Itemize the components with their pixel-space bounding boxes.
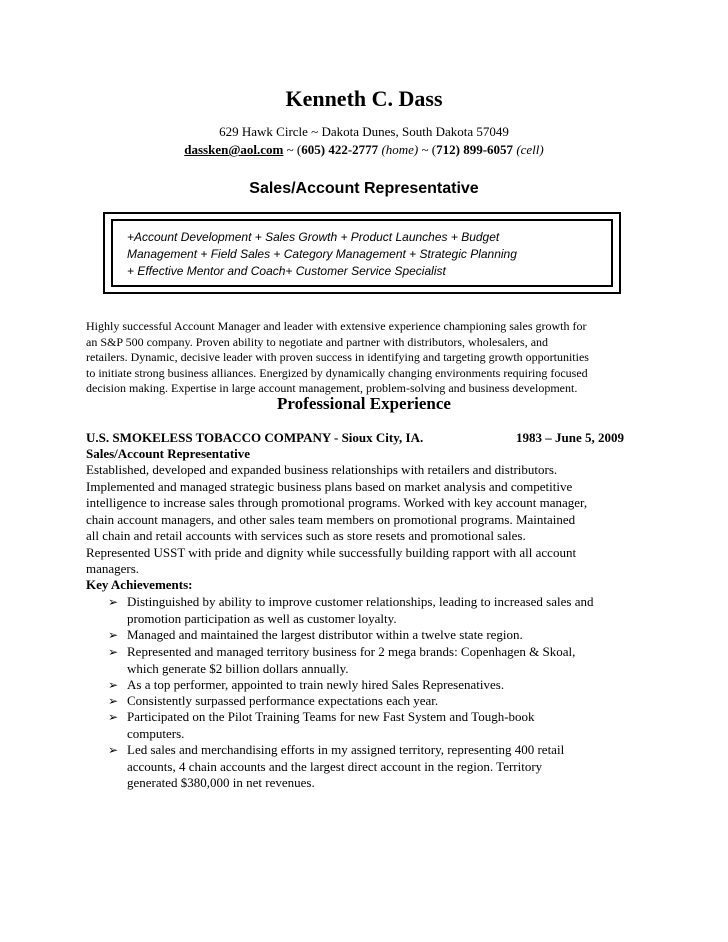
contact-line bbox=[0, 142, 728, 158]
objective-title: Sales/Account Representative bbox=[249, 180, 479, 197]
home-label: (home) bbox=[381, 142, 419, 157]
description-line: Represented USST with pride and dignity while successfully building rapport with all account bbox=[86, 544, 577, 560]
cell-label: (cell) bbox=[516, 142, 544, 157]
description-line: managers. bbox=[86, 561, 140, 576]
address-line: 629 Hawk Circle ~ Dakota Dunes, South Dakota 57049 bbox=[219, 124, 509, 139]
candidate-name: Kenneth C. Dass bbox=[285, 86, 443, 111]
skills-line: + Effective Mentor and Coach+ Customer Service Specialist bbox=[127, 264, 446, 278]
cell-number: ) 899-6057 bbox=[455, 142, 517, 157]
home-number: ) 422-2777 bbox=[320, 142, 382, 157]
achievement-line: Led sales and merchandising efforts in my assigned territory, representing 400 retail bbox=[127, 742, 565, 757]
achievement-line: generated $380,000 in net revenues. bbox=[127, 775, 315, 790]
arrow-bullet-icon: ➢ bbox=[108, 678, 119, 692]
achievement-line: Distinguished by ability to improve customer relationships, leading to increased sales and bbox=[127, 594, 594, 609]
summary-line: retailers. Dynamic, decisive leader with proven success in identifying and targeting growth opportunities bbox=[86, 350, 589, 364]
achievement-text bbox=[127, 594, 593, 627]
separator: ~ ( bbox=[418, 142, 437, 157]
job-title: Sales/Account Representative bbox=[86, 446, 251, 461]
description-line: Established, developed and expanded business relationships with retailers and distributors. bbox=[86, 462, 558, 477]
achievement-text bbox=[127, 627, 523, 644]
key-achievements-label: Key Achievements: bbox=[86, 577, 193, 592]
skills-line: +Account Development + Sales Growth + Product Launches + Budget bbox=[127, 230, 500, 244]
achievement-line: which generate $2 billion dollars annually. bbox=[127, 660, 349, 676]
summary-line: to initiate strong business alliances. Energized by dynamically changing environments requiring focused bbox=[86, 365, 588, 380]
arrow-bullet-icon: ➢ bbox=[108, 710, 119, 724]
cell-area-code: 712 bbox=[436, 142, 456, 157]
skills-line: Management + Field Sales + Category Management + Strategic Planning bbox=[127, 247, 517, 261]
professional-summary bbox=[86, 319, 646, 397]
description-line: all chain and retail accounts with services such as store resets and promotional sales. bbox=[86, 528, 526, 543]
summary-line: Highly successful Account Manager and leader with extensive experience championing sales growth for bbox=[86, 319, 587, 333]
company-name: U.S. SMOKELESS TOBACCO COMPANY - Sioux City, IA. bbox=[86, 430, 424, 445]
arrow-bullet-icon: ➢ bbox=[108, 743, 119, 757]
achievement-line: As a top performer, appointed to train newly hired Sales Represenatives. bbox=[127, 677, 505, 692]
section-title-experience: Professional Experience bbox=[277, 394, 451, 413]
description-line: Implemented and managed strategic business plans based on market analysis and competitive bbox=[86, 478, 573, 494]
separator: ~ ( bbox=[283, 142, 302, 157]
achievement-line: Consistently surpassed performance expectations each year. bbox=[127, 693, 439, 708]
summary-line: an S&P 500 company. Proven ability to negotiate and partner with distributors, wholesalers, and bbox=[86, 334, 549, 349]
employment-dates: 1983 – June 5, 2009 bbox=[516, 430, 624, 445]
achievement-line: accounts, 4 chain accounts and the largest direct account in the region. Territory bbox=[127, 758, 543, 774]
achievement-text bbox=[127, 644, 575, 677]
summary-line: decision making. Expertise in large account management, problem-solving and business development. bbox=[86, 381, 578, 395]
email-link[interactable]: dassken@aol.com bbox=[184, 142, 284, 157]
arrow-bullet-icon: ➢ bbox=[108, 645, 119, 659]
achievement-text bbox=[127, 709, 535, 742]
arrow-bullet-icon: ➢ bbox=[108, 694, 119, 708]
home-area-code: 605 bbox=[301, 142, 321, 157]
achievement-text bbox=[127, 677, 504, 694]
achievement-text bbox=[127, 742, 564, 792]
description-line: chain account managers, and other sales team members on promotional programs. Maintained bbox=[86, 511, 576, 527]
arrow-bullet-icon: ➢ bbox=[108, 595, 119, 609]
achievement-line: Participated on the Pilot Training Teams for new Fast System and Tough-book bbox=[127, 709, 535, 724]
achievement-line: computers. bbox=[127, 725, 185, 741]
description-line: intelligence to increase sales through promotional programs. Worked with key account manager, bbox=[86, 495, 588, 510]
achievement-line: Represented and managed territory business for 2 mega brands: Copenhagen & Skoal, bbox=[127, 644, 576, 659]
arrow-bullet-icon: ➢ bbox=[108, 628, 119, 642]
achievement-line: Managed and maintained the largest distributor within a twelve state region. bbox=[127, 627, 523, 642]
achievement-text bbox=[127, 693, 438, 710]
achievement-line: promotion participation as well as customer loyalty. bbox=[127, 610, 397, 626]
job-description bbox=[86, 462, 656, 578]
